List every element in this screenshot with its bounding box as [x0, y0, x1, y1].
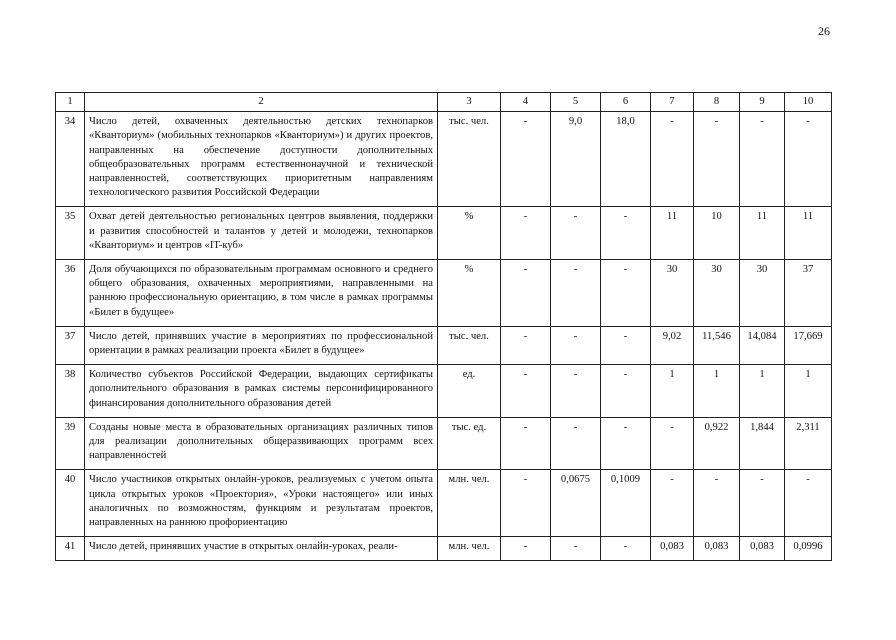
row-value: 14,084 — [740, 326, 785, 364]
row-value: - — [501, 112, 551, 207]
row-value: - — [651, 417, 694, 470]
row-value: 0,1009 — [601, 470, 651, 537]
row-value: 0,083 — [694, 537, 740, 561]
row-value: 37 — [785, 260, 832, 327]
table-row — [56, 112, 832, 207]
row-value: - — [694, 112, 740, 207]
column-header: 10 — [785, 93, 832, 112]
column-header: 1 — [56, 93, 85, 112]
row-description: Число детей, охваченных деятельностью детских технопарков «Кванториум» (мобильных технопарков «Кванториум») и других проектов, направленных на обеспечение доступности дополнительных общеобразовательных программ естественнонаучной и технической направленностей, соответствующих приоритетным направлениям технологического развития Российской Федерации — [85, 112, 438, 207]
row-value: - — [551, 260, 601, 327]
row-number: 40 — [56, 470, 85, 537]
row-value: - — [601, 417, 651, 470]
row-unit: тыс. ед. — [438, 417, 501, 470]
row-number: 37 — [56, 326, 85, 364]
row-value: 0,922 — [694, 417, 740, 470]
row-value: - — [501, 207, 551, 260]
row-value: - — [601, 260, 651, 327]
row-value: - — [740, 470, 785, 537]
row-value: - — [501, 260, 551, 327]
column-header: 7 — [651, 93, 694, 112]
row-value: 11,546 — [694, 326, 740, 364]
row-value: - — [694, 470, 740, 537]
column-header: 6 — [601, 93, 651, 112]
row-unit: ед. — [438, 365, 501, 418]
table-row — [56, 470, 832, 537]
row-number: 39 — [56, 417, 85, 470]
table-row — [56, 365, 832, 418]
row-value: - — [651, 112, 694, 207]
row-number: 36 — [56, 260, 85, 327]
row-value: - — [501, 537, 551, 561]
row-value: 1 — [694, 365, 740, 418]
column-header: 4 — [501, 93, 551, 112]
row-value: 9,0 — [551, 112, 601, 207]
column-header: 9 — [740, 93, 785, 112]
row-value: 11 — [740, 207, 785, 260]
row-description: Охват детей деятельностью региональных центров выявления, поддержки и развития способностей и талантов у детей и молодежи, технопарков «Кванториум» и центров «IT-куб» — [85, 207, 438, 260]
row-value: 0,0675 — [551, 470, 601, 537]
row-unit: % — [438, 260, 501, 327]
row-value: - — [651, 470, 694, 537]
row-value: - — [501, 365, 551, 418]
row-value: 30 — [651, 260, 694, 327]
row-value: - — [551, 326, 601, 364]
row-value: - — [785, 470, 832, 537]
column-header: 5 — [551, 93, 601, 112]
table-header-row — [56, 93, 832, 112]
row-value: 30 — [694, 260, 740, 327]
column-header: 8 — [694, 93, 740, 112]
row-value: - — [601, 207, 651, 260]
row-unit: млн. чел. — [438, 470, 501, 537]
row-value: - — [501, 417, 551, 470]
row-unit: % — [438, 207, 501, 260]
page-number: 26 — [818, 24, 830, 38]
row-value: 1,844 — [740, 417, 785, 470]
row-value: 9,02 — [651, 326, 694, 364]
row-number: 41 — [56, 537, 85, 561]
row-value: 0,0996 — [785, 537, 832, 561]
row-unit: тыс. чел. — [438, 112, 501, 207]
row-value: - — [501, 470, 551, 537]
table-row — [56, 260, 832, 327]
row-value: - — [785, 112, 832, 207]
row-value: - — [601, 365, 651, 418]
row-number: 35 — [56, 207, 85, 260]
row-value: - — [551, 207, 601, 260]
row-value: 11 — [651, 207, 694, 260]
row-value: 10 — [694, 207, 740, 260]
row-unit: млн. чел. — [438, 537, 501, 561]
row-number: 34 — [56, 112, 85, 207]
row-value: 0,083 — [740, 537, 785, 561]
row-value: 0,083 — [651, 537, 694, 561]
row-value: - — [551, 417, 601, 470]
row-description: Количество субъектов Российской Федерации, выдающих сертификаты дополнительного образования в рамках системы персонифицированного финансирования дополнительного образования детей — [85, 365, 438, 418]
row-value: 18,0 — [601, 112, 651, 207]
row-number: 38 — [56, 365, 85, 418]
row-value: 1 — [740, 365, 785, 418]
row-value: - — [601, 537, 651, 561]
row-value: - — [501, 326, 551, 364]
row-description: Доля обучающихся по образовательным программам основного и среднего общего образования, охваченных мероприятиями, направленными на раннюю профессиональную ориентацию, в том числе в рамках программы «Билет в будущее» — [85, 260, 438, 327]
table-row — [56, 537, 832, 561]
row-value: 17,669 — [785, 326, 832, 364]
row-value: 1 — [785, 365, 832, 418]
indicators-table — [55, 92, 832, 561]
row-description: Число детей, принявших участие в открытых онлайн-уроках, реали- — [85, 537, 438, 561]
row-value: - — [551, 537, 601, 561]
row-value: - — [601, 326, 651, 364]
row-value: 2,311 — [785, 417, 832, 470]
table-row — [56, 326, 832, 364]
row-value: - — [551, 365, 601, 418]
row-value: - — [740, 112, 785, 207]
row-unit: тыс. чел. — [438, 326, 501, 364]
row-value: 11 — [785, 207, 832, 260]
row-value: 1 — [651, 365, 694, 418]
table-row — [56, 207, 832, 260]
row-value: 30 — [740, 260, 785, 327]
row-description: Число детей, принявших участие в мероприятиях по профессиональной ориентации в рамках реализации проекта «Билет в будущее» — [85, 326, 438, 364]
column-header: 2 — [85, 93, 438, 112]
column-header: 3 — [438, 93, 501, 112]
row-description: Число участников открытых онлайн-уроков, реализуемых с учетом опыта цикла открытых уроков «Проектория», «Уроки настоящего» или иных аналогичных по возможностям, функциям и результатам проектов, направленных на раннюю профориентацию — [85, 470, 438, 537]
table-row — [56, 417, 832, 470]
row-description: Созданы новые места в образовательных организациях различных типов для реализации дополнительных общеразвивающих программ всех направленностей — [85, 417, 438, 470]
